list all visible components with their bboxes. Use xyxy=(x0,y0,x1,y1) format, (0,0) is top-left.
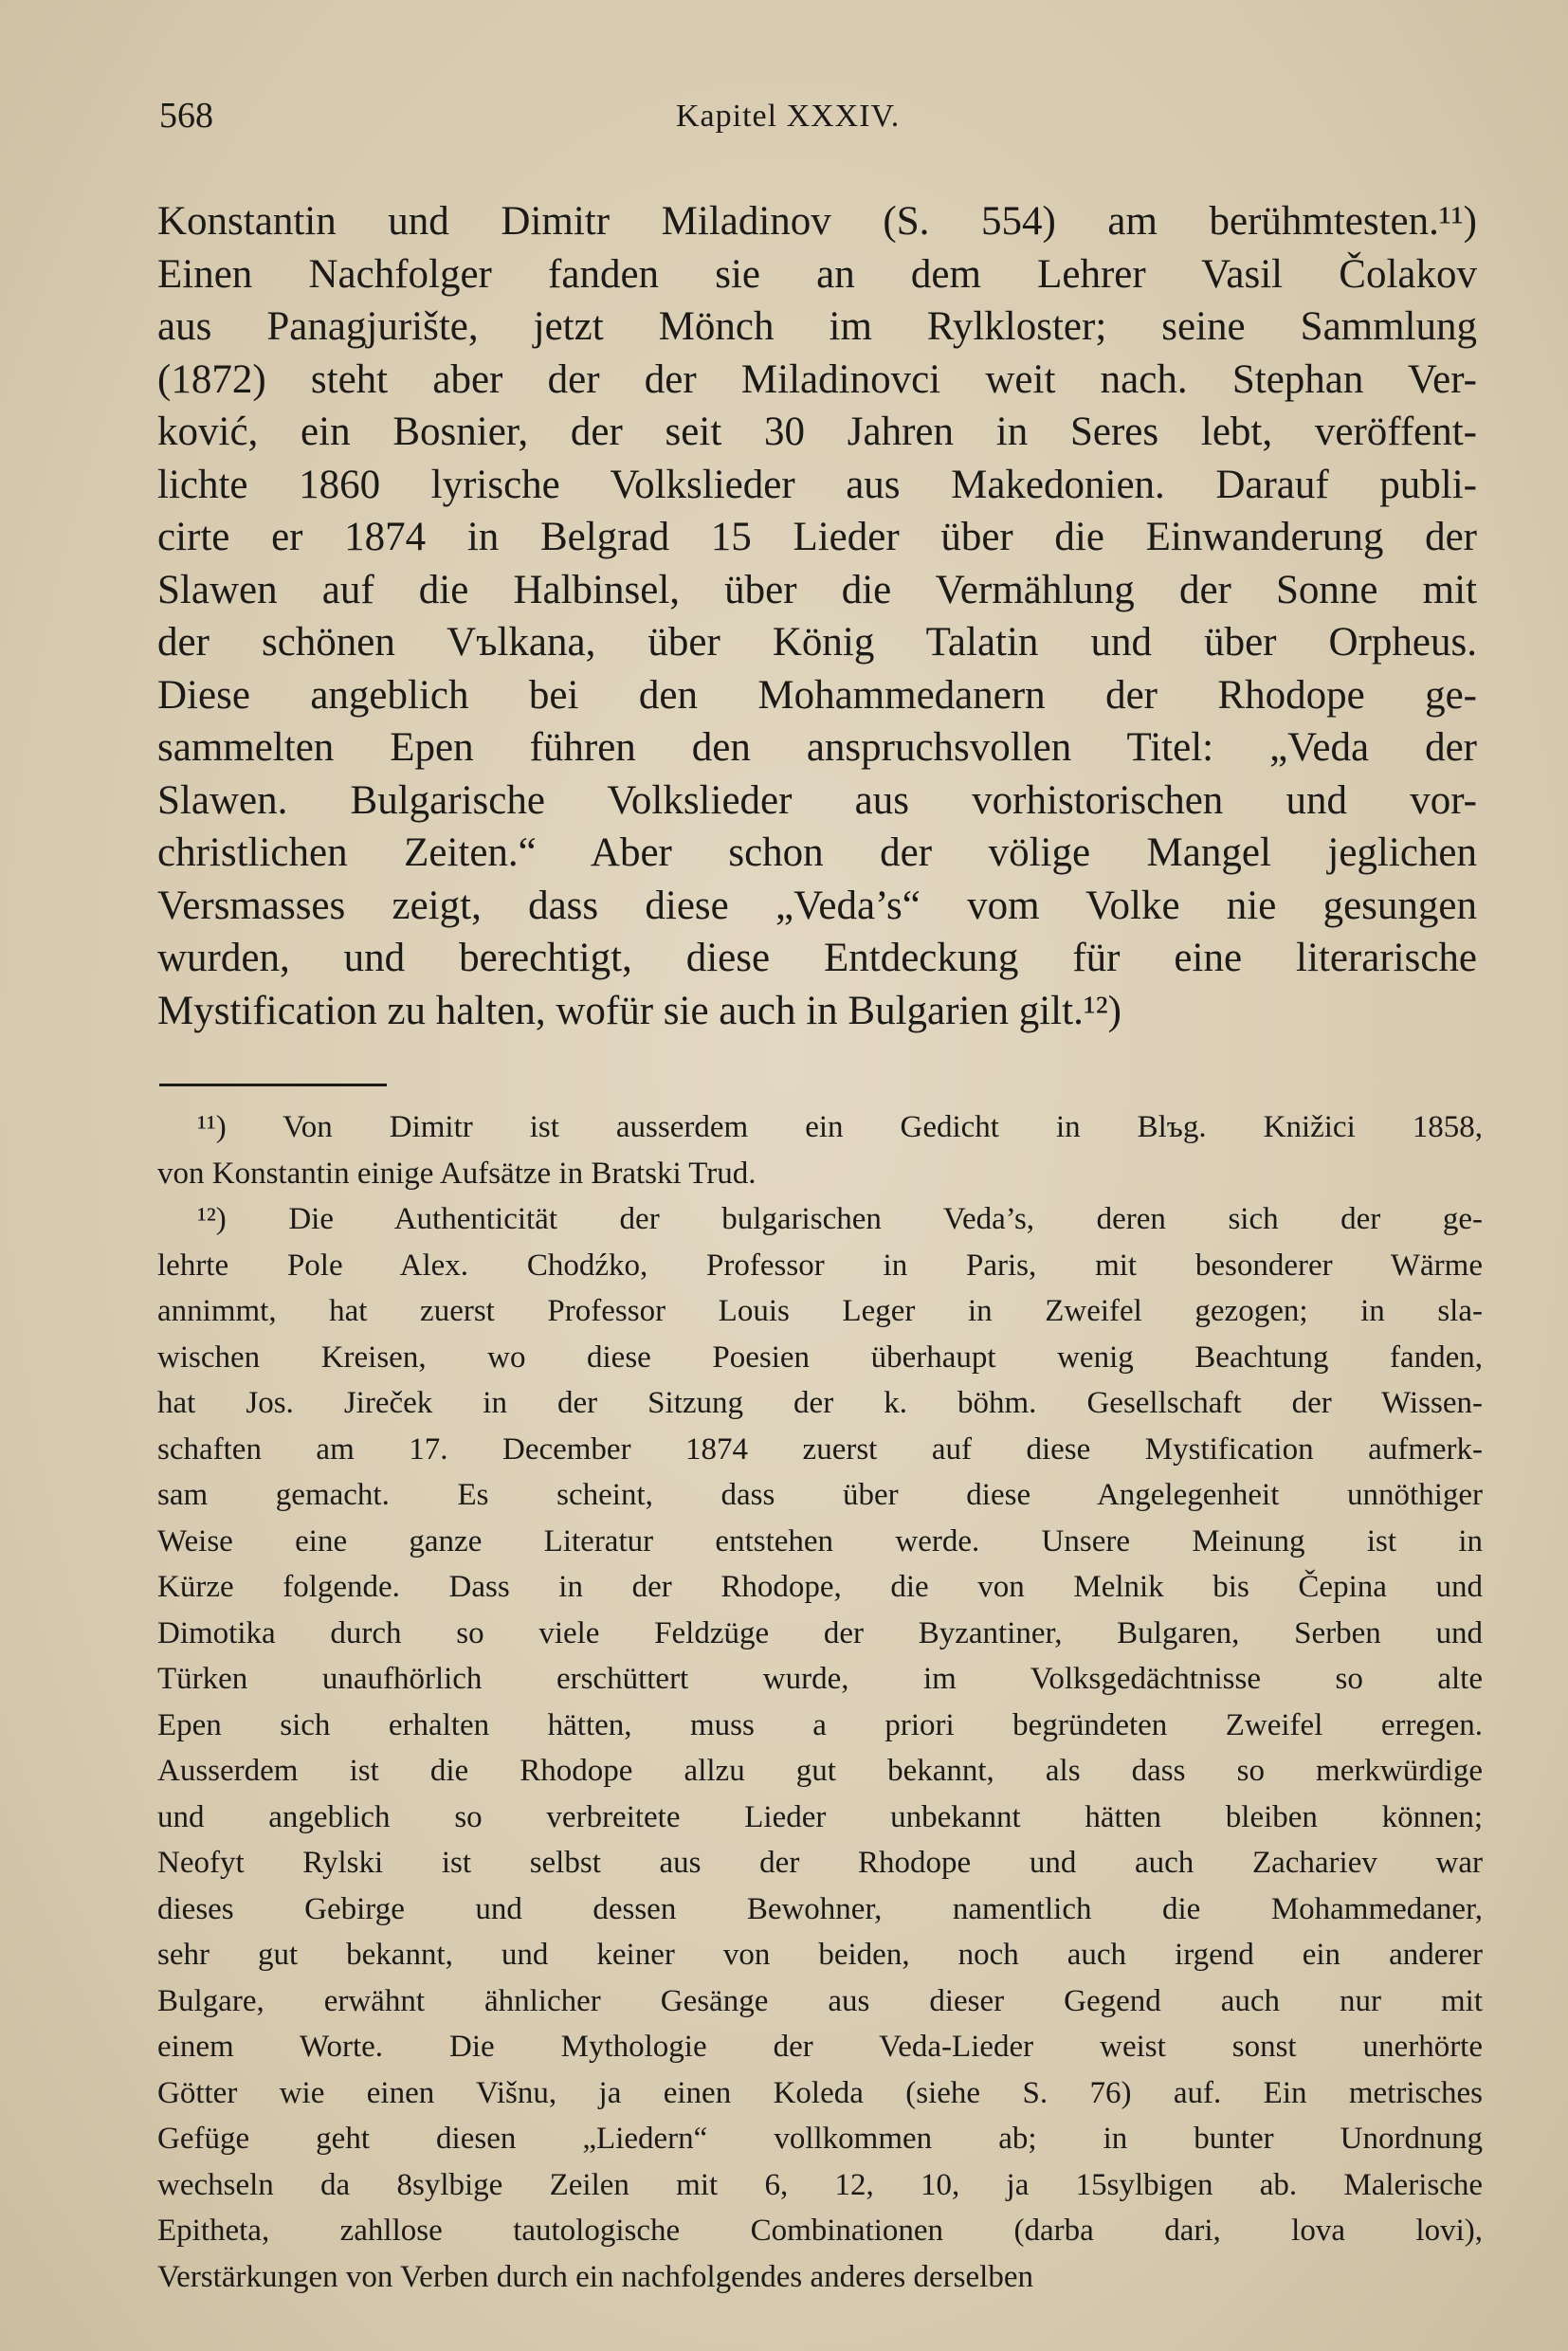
text-line: Einen Nachfolger fanden sie an dem Lehrer Vasil Čolakov xyxy=(157,251,1477,297)
footnote-12-line: und angeblich so verbreitete Lieder unbekannt hätten bleiben können; xyxy=(157,1799,1483,1834)
text-line: wurden, und berechtigt, diese Entdeckung für eine literarische xyxy=(157,936,1477,980)
footnote-12-line: wechseln da 8sylbige Zeilen mit 6, 12, 10, ja 15sylbigen ab. Malerische xyxy=(157,2167,1483,2202)
main-text xyxy=(157,195,1477,1037)
footnote-12-line: Bulgare, erwähnt ähnlicher Gesänge aus dieser Gegend auch nur mit xyxy=(157,1983,1483,2018)
footnote-12-line: einem Worte. Die Mythologie der Veda-Lieder weist sonst unerhörte xyxy=(157,2030,1483,2064)
text-line: (1872) steht aber der der Miladinovci weit nach. Stephan Ver- xyxy=(157,356,1477,402)
footnote-separator xyxy=(159,1084,387,1086)
text-line: sammelten Epen führen den anspruchsvollen Titel: „Veda der xyxy=(157,725,1477,770)
text-line: aus Panagjurište, jetzt Mönch im Rylkloster; seine Sammlung xyxy=(157,304,1477,349)
footnote-12-line: wischen Kreisen, wo diese Poesien überhaupt wenig Beachtung fanden, xyxy=(157,1340,1483,1375)
text-line: der schönen Vъlkana, über König Talatin und über Orpheus. xyxy=(157,620,1477,665)
footnote-12-line: Ausserdem ist die Rhodope allzu gut bekannt, als dass so merkwürdige xyxy=(157,1754,1483,1788)
footnote-12-line: Gefüge geht diesen „Liedern“ vollkommen ab; in bunter Unordnung xyxy=(157,2122,1483,2156)
footnotes xyxy=(157,1104,1483,2300)
footnote-12-line: sehr gut bekannt, und keiner von beiden, noch auch irgend ein anderer xyxy=(157,1938,1483,1972)
footnote-12-line: schaften am 17. December 1874 zuerst auf diese Mystification aufmerk- xyxy=(157,1431,1483,1467)
text-line: christlichen Zeiten.“ Aber schon der völige Mangel jeglichen xyxy=(157,830,1477,875)
footnote-12-line: Epen sich erhalten hätten, muss a priori begründeten Zweifel erregen. xyxy=(157,1707,1483,1742)
footnote-11-line: von Konstantin einige Aufsätze in Bratski Trud. xyxy=(157,1156,757,1191)
footnote-12-line: annimmt, hat zuerst Professor Louis Leger in Zweifel gezogen; in sla- xyxy=(157,1294,1483,1328)
footnote-12-line: Kürze folgende. Dass in der Rhodope, die von Melnik bis Čepina und xyxy=(157,1570,1483,1604)
page-header xyxy=(159,95,1486,152)
footnote-12-line: Türken unaufhörlich erschüttert wurde, im Volksgedächtnisse so alte xyxy=(157,1662,1483,1696)
text-line: lichte 1860 lyrische Volkslieder aus Makedonien. Darauf publi- xyxy=(157,462,1477,507)
footnote-12-line: dieses Gebirge und dessen Bewohner, namentlich die Mohammedaner, xyxy=(157,1891,1483,1926)
footnote-12-line: Götter wie einen Višnu, ja einen Koleda (siehe S. 76) auf. Ein metrisches xyxy=(157,2075,1483,2110)
text-line: Mystification zu halten, wofür sie auch in Bulgarien gilt.¹²) xyxy=(157,988,1121,1033)
footnote-12-line: Neofyt Rylski ist selbst aus der Rhodope und auch Zachariev war xyxy=(157,1846,1483,1880)
running-head: Kapitel XXXIV. xyxy=(676,99,901,134)
text-line: Diese angeblich bei den Mohammedanern der Rhodope ge- xyxy=(157,672,1477,718)
footnote-12-line: Verstärkungen von Verben durch ein nachfolgendes anderes derselben xyxy=(157,2259,1033,2294)
text-line: ković, ein Bosnier, der seit 30 Jahren in Seres lebt, veröffent- xyxy=(157,410,1477,454)
footnote-11-line: ¹¹) Von Dimitr ist ausserdem ein Gedicht in Blъg. Knižici 1858, xyxy=(197,1110,1483,1144)
footnote-12-line: Epitheta, zahllose tautologische Combinationen (darba dari, lova lovi), xyxy=(157,2214,1483,2248)
footnote-12-line: Weise eine ganze Literatur entstehen werde. Unsere Meinung ist in xyxy=(157,1523,1483,1558)
text-line: Slawen. Bulgarische Volkslieder aus vorhistorischen und vor- xyxy=(157,777,1477,823)
text-line: Konstantin und Dimitr Miladinov (S. 554) am berühmtesten.¹¹) xyxy=(157,199,1477,244)
footnote-12-line: ¹²) Die Authenticität der bulgarischen Veda’s, deren sich der ge- xyxy=(197,1202,1483,1236)
footnote-12-line: hat Jos. Jireček in der Sitzung der k. böhm. Gesellschaft der Wissen- xyxy=(157,1386,1483,1420)
text-line: cirte er 1874 in Belgrad 15 Lieder über die Einwanderung der xyxy=(157,515,1477,559)
text-line: Versmasses zeigt, dass diese „Veda’s“ vom Volke nie gesungen xyxy=(157,883,1477,928)
footnote-12-line: Dimotika durch so viele Feldzüge der Byzantiner, Bulgaren, Serben und xyxy=(157,1615,1483,1650)
footnote-12-line: lehrte Pole Alex. Chodźko, Professor in Paris, mit besonderer Wärme xyxy=(157,1248,1483,1283)
text-line: Slawen auf die Halbinsel, über die Vermählung der Sonne mit xyxy=(157,567,1477,612)
footnote-12-line: sam gemacht. Es scheint, dass über diese Angelegenheit unnöthiger xyxy=(157,1478,1483,1512)
page-number: 568 xyxy=(159,96,213,136)
